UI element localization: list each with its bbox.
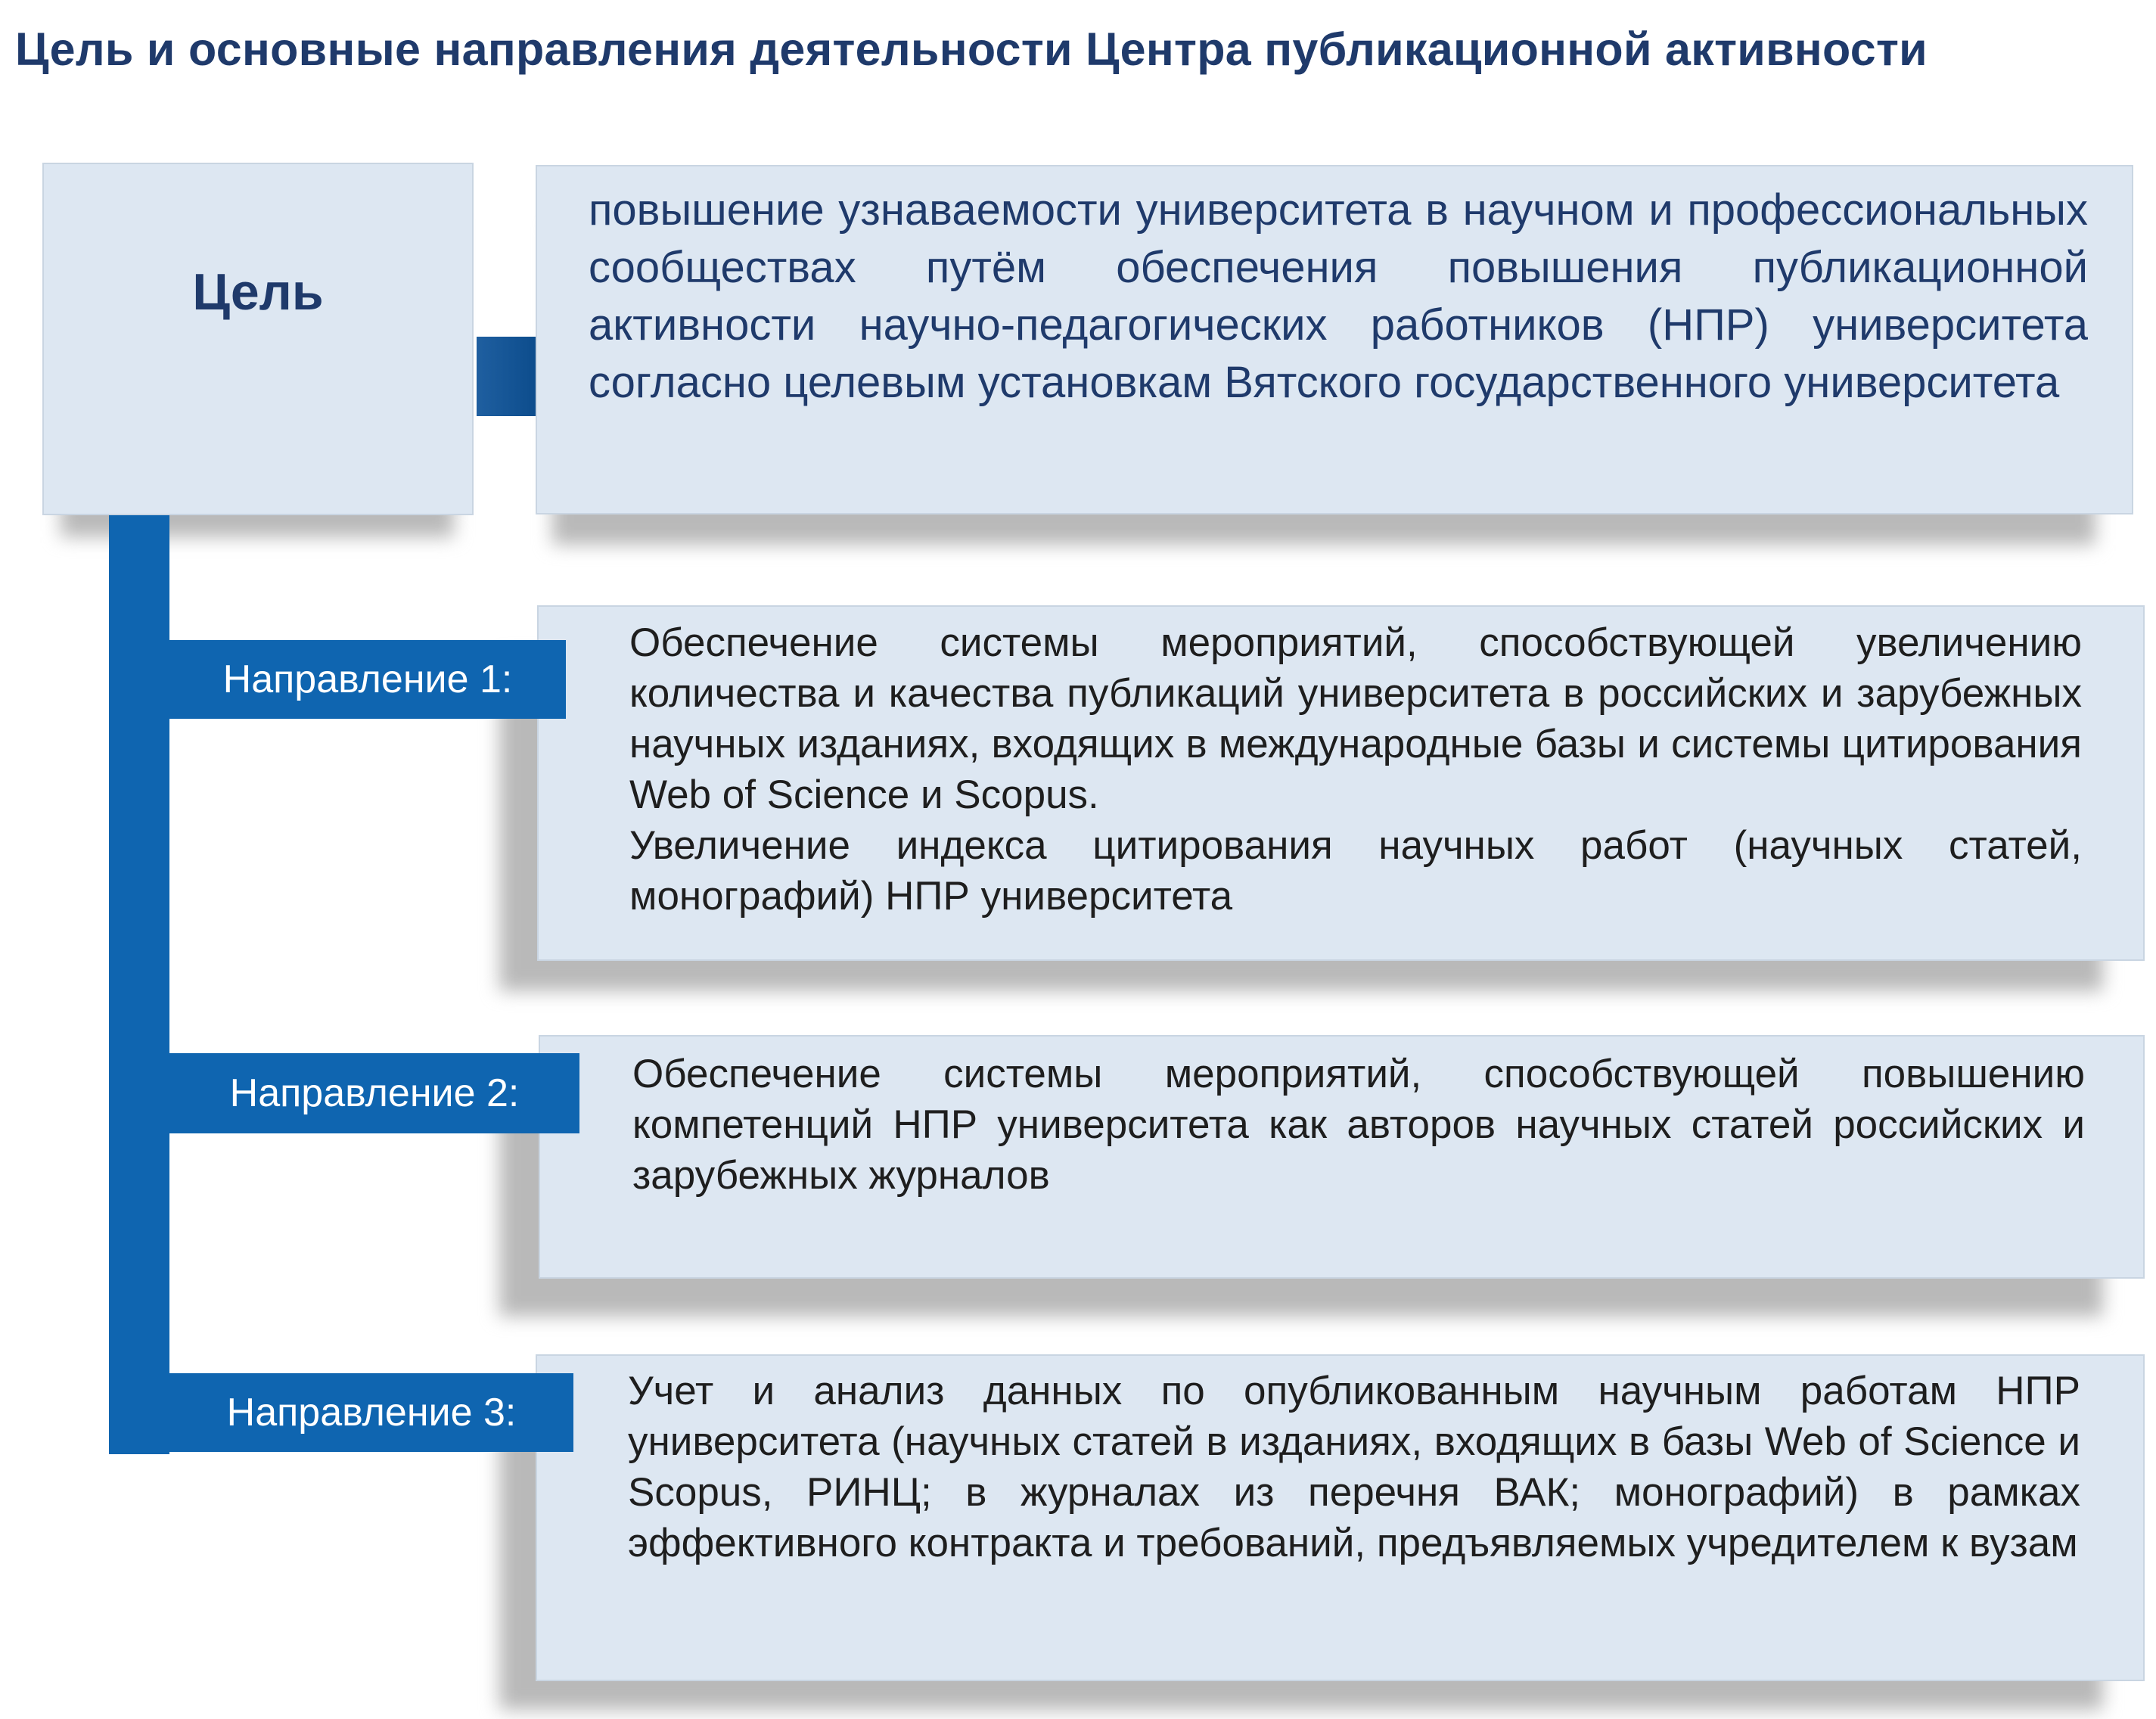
direction-3-text: Учет и анализ данных по опубликованным научным работам НПР университета (научных статей в изданиях, входящих в базы Web of Science и Scopus, РИНЦ; в журналах из перечня ВАК; монографий) в рамках эффективного контракта и требований, предъявляемых учредителем к вузам [628, 1369, 2080, 1565]
goal-box [42, 163, 474, 515]
direction-2-label: Направление 2: [169, 1053, 579, 1133]
direction-1-label: Направление 1: [169, 640, 566, 719]
direction-1-paragraph-2: Увеличение индекса цитирования научных работ (научных статей, монографий) НПР университета [629, 823, 2082, 919]
direction-1-paragraph-1: Обеспечение системы мероприятий, способствующей увеличению количества и качества публикаций университета в российских и зарубежных научных изданиях, входящих в международные базы и системы цитирования Web of Science и Scopus. [629, 620, 2082, 817]
page-title: Цель и основные направления деятельности Центра публикационной активности [15, 23, 1928, 75]
direction-2-text: Обеспечение системы мероприятий, способствующей повышению компетенций НПР университета как авторов научных статей российских и зарубежных журналов [632, 1052, 2085, 1198]
goal-label: Цель [192, 263, 324, 321]
direction-1-text [629, 617, 2082, 922]
tree-vertical-bar [109, 514, 169, 1454]
direction-3-label: Направление 3: [169, 1373, 573, 1452]
goal-connector [477, 337, 537, 416]
goal-text: повышение узнаваемости университета в научном и профессиональных сообществах путём обеспечения повышения публикационной активности научно-педагогических работников (НПР) университета согласно целевым установкам Вятского государственного университета [589, 185, 2088, 407]
